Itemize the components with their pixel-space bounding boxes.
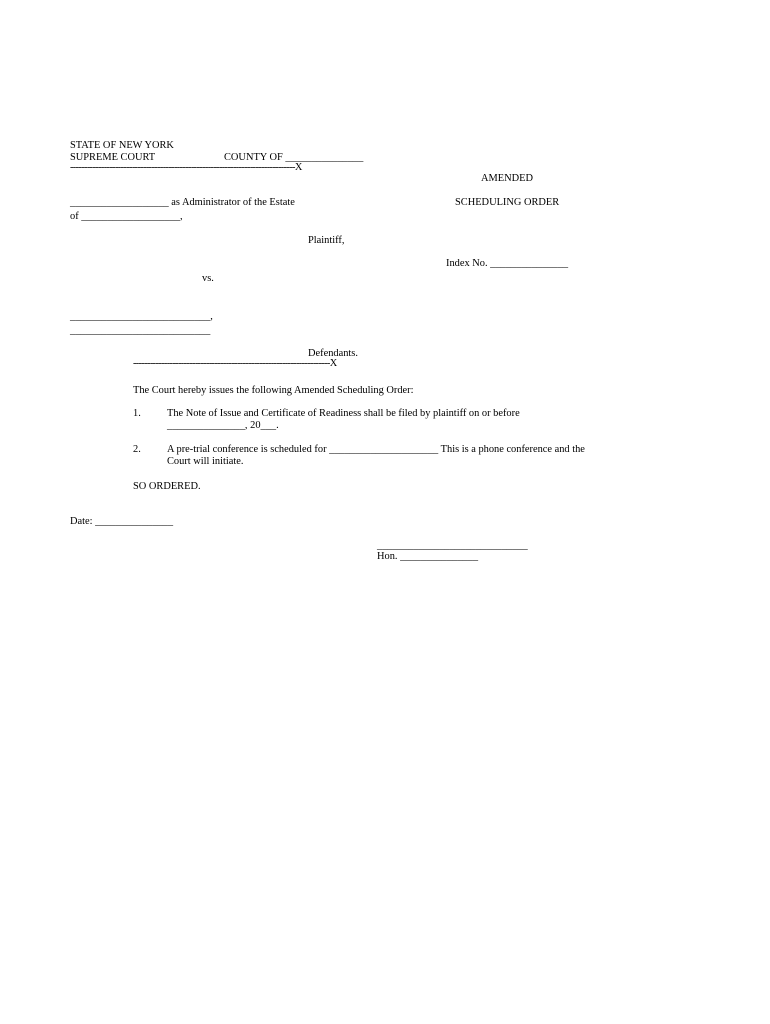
order-intro: The Court hereby issues the following Amended Scheduling Order: — [133, 385, 414, 396]
item-text-line-2: Court will initiate. — [167, 456, 244, 467]
administrator-line: ___________________ as Administrator of the Estate — [70, 197, 295, 208]
index-number-field: Index No. _______________ — [446, 258, 569, 269]
item-text-line-1: The Note of Issue and Certificate of Readiness shall be filed by plaintiff on or before — [167, 408, 520, 419]
item-text-line-2: _______________, 20___. — [167, 420, 279, 431]
item-number: 1. — [133, 408, 141, 419]
defendant-line-1: ___________________________, — [70, 311, 213, 322]
doc-heading-scheduling-order: SCHEDULING ORDER — [455, 197, 560, 208]
item-number: 2. — [133, 444, 141, 455]
date-field: Date: _______________ — [70, 516, 174, 527]
doc-heading-amended: AMENDED — [481, 173, 533, 184]
plaintiff-label: Plaintiff, — [308, 235, 345, 246]
so-ordered: SO ORDERED. — [133, 481, 201, 492]
versus-label: vs. — [202, 273, 214, 284]
judge-name-field: Hon. _______________ — [377, 551, 479, 562]
caption-bottom-rule: ----------------------------------------------------------------------X — [133, 358, 337, 369]
county-field: COUNTY OF _______________ — [224, 152, 364, 163]
defendants-label: Defendants. — [308, 348, 358, 359]
signature-line: _____________________________ — [377, 540, 528, 551]
defendant-line-2: ___________________________ — [70, 325, 211, 336]
state-label: STATE OF NEW YORK — [70, 140, 174, 151]
item-text-line-1: A pre-trial conference is scheduled for _____________________ This is a phone conference and the — [167, 444, 585, 455]
estate-of-line: of ___________________, — [70, 211, 183, 222]
court-label: SUPREME COURT — [70, 152, 156, 163]
caption-top-rule: --------------------------------------------------------------------------------X — [70, 162, 302, 173]
